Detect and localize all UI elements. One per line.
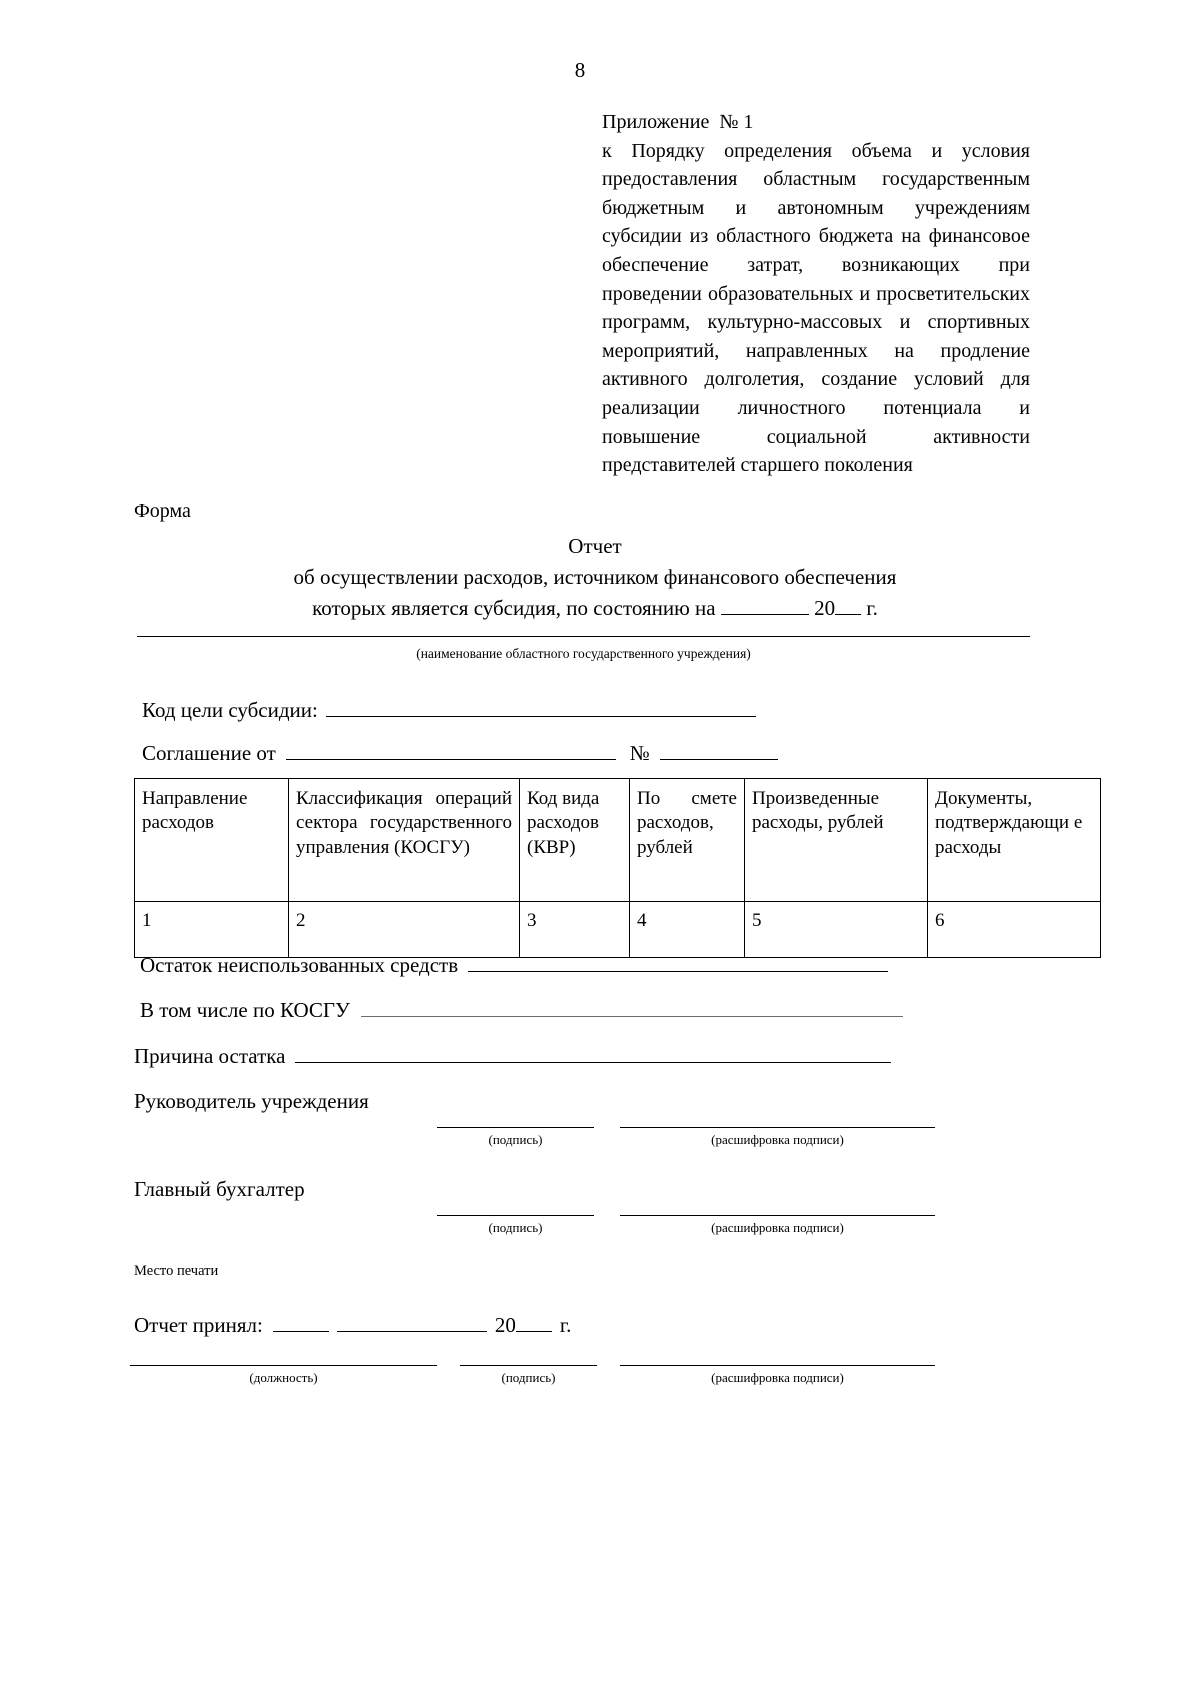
- accountant-signature-blank[interactable]: [437, 1215, 594, 1216]
- number-sign: №: [629, 741, 650, 765]
- subsidy-code-row: [142, 695, 756, 723]
- table-column-number-4: 4: [630, 902, 745, 958]
- including-kosgu-row: [140, 995, 903, 1023]
- title-year-suffix: г.: [866, 596, 878, 621]
- acceptor-signature-blank[interactable]: [460, 1365, 597, 1366]
- head-signature-caption: (подпись): [488, 1132, 543, 1147]
- balance-reason-row: [134, 1041, 891, 1069]
- acceptor-name-blank[interactable]: [620, 1365, 935, 1366]
- agreement-number-input[interactable]: [660, 738, 778, 760]
- appendix-body-text: к Порядку определения объема и условия предоставления областным государственным бюджетным и автономным учреждениям субсидии из областного бюджета на финансовое обеспечение затрат, возникающих при проведении образовательных и просветительских программ, культурно-массовых и спортивных мероприятий, направленных на продление активного долголетия, создание условий для реализации личностного потенциала и повышение социальной активности представителей старшего поколения: [602, 139, 1030, 477]
- page-number: 8: [574, 58, 586, 82]
- accepted-year-suffix: г.: [559, 1313, 572, 1337]
- institution-name-caption: (наименование областного государственного учреждения): [416, 646, 751, 661]
- head-name-blank[interactable]: [620, 1127, 935, 1128]
- report-accepted-row: [134, 1310, 571, 1338]
- balance-reason-input[interactable]: [295, 1041, 891, 1063]
- title-line-1: Отчет: [568, 534, 622, 558]
- title-line-3-text: которых является субсидия, по состоянию на: [312, 596, 716, 621]
- subsidy-code-label: Код цели субсидии:: [142, 698, 318, 722]
- unused-balance-input[interactable]: [468, 950, 888, 972]
- subsidy-code-input[interactable]: [326, 695, 756, 717]
- table-header-kvr: Код вида расходов (КВР): [520, 779, 630, 902]
- stamp-place-label: Место печати: [134, 1263, 219, 1279]
- accepted-year-blank[interactable]: [516, 1310, 552, 1332]
- table-header-row: [135, 779, 1101, 902]
- table-header-actual: Произведенные расходы, рублей: [745, 779, 928, 902]
- title-line-3: [130, 593, 1060, 624]
- head-signature-blank[interactable]: [437, 1127, 594, 1128]
- table-column-number-3: 3: [520, 902, 630, 958]
- including-kosgu-input[interactable]: [361, 995, 903, 1017]
- table-header-kosgu: Классификация операций сектора государственного управления (КОСГУ): [289, 779, 520, 902]
- document-title: [130, 531, 1060, 624]
- accountant-signature-caption: (подпись): [488, 1220, 543, 1235]
- unused-balance-label: Остаток неиспользованных средств: [140, 953, 459, 977]
- accountant-name-caption: (расшифровка подписи): [711, 1220, 844, 1235]
- report-date-blank[interactable]: [721, 614, 809, 615]
- table-column-number-1: 1: [135, 902, 289, 958]
- report-year-blank[interactable]: [835, 614, 861, 615]
- unused-balance-row: [140, 950, 888, 978]
- accepted-day-blank[interactable]: [273, 1310, 329, 1332]
- acceptor-name-caption: (расшифровка подписи): [711, 1370, 844, 1385]
- including-kosgu-label: В том числе по КОСГУ: [140, 998, 350, 1022]
- table-column-number-6: 6: [928, 902, 1101, 958]
- balance-reason-label: Причина остатка: [134, 1044, 286, 1068]
- accountant-role-label: Главный бухгалтер: [134, 1177, 305, 1201]
- accountant-name-blank[interactable]: [620, 1215, 935, 1216]
- head-name-caption: (расшифровка подписи): [711, 1132, 844, 1147]
- appendix-header-block: [602, 108, 1030, 480]
- acceptor-position-blank[interactable]: [130, 1365, 437, 1366]
- acceptor-position-caption: (должность): [249, 1370, 318, 1385]
- report-accepted-label: Отчет принял:: [134, 1313, 263, 1337]
- accepted-month-blank[interactable]: [337, 1310, 487, 1332]
- agreement-row: [142, 738, 778, 766]
- title-year-prefix: 20: [814, 596, 836, 621]
- table-header-documents: Документы, подтверждающи е расходы: [928, 779, 1101, 902]
- head-role-label: Руководитель учреждения: [134, 1089, 369, 1113]
- institution-name-blank[interactable]: [137, 636, 1030, 637]
- table-column-number-5: 5: [745, 902, 928, 958]
- agreement-date-input[interactable]: [286, 738, 616, 760]
- table-column-number-2: 2: [289, 902, 520, 958]
- agreement-label: Соглашение от: [142, 741, 276, 765]
- appendix-title: Приложение № 1: [602, 111, 754, 133]
- acceptor-signature-caption: (подпись): [501, 1370, 556, 1385]
- table-header-direction: Направление расходов: [135, 779, 289, 902]
- form-label: Форма: [134, 500, 191, 522]
- table-header-estimate: По смете расходов, рублей: [630, 779, 745, 902]
- title-line-2: об осуществлении расходов, источником финансового обеспечения: [293, 565, 897, 590]
- expenses-table: [134, 778, 1101, 958]
- accepted-year-prefix: 20: [494, 1313, 516, 1337]
